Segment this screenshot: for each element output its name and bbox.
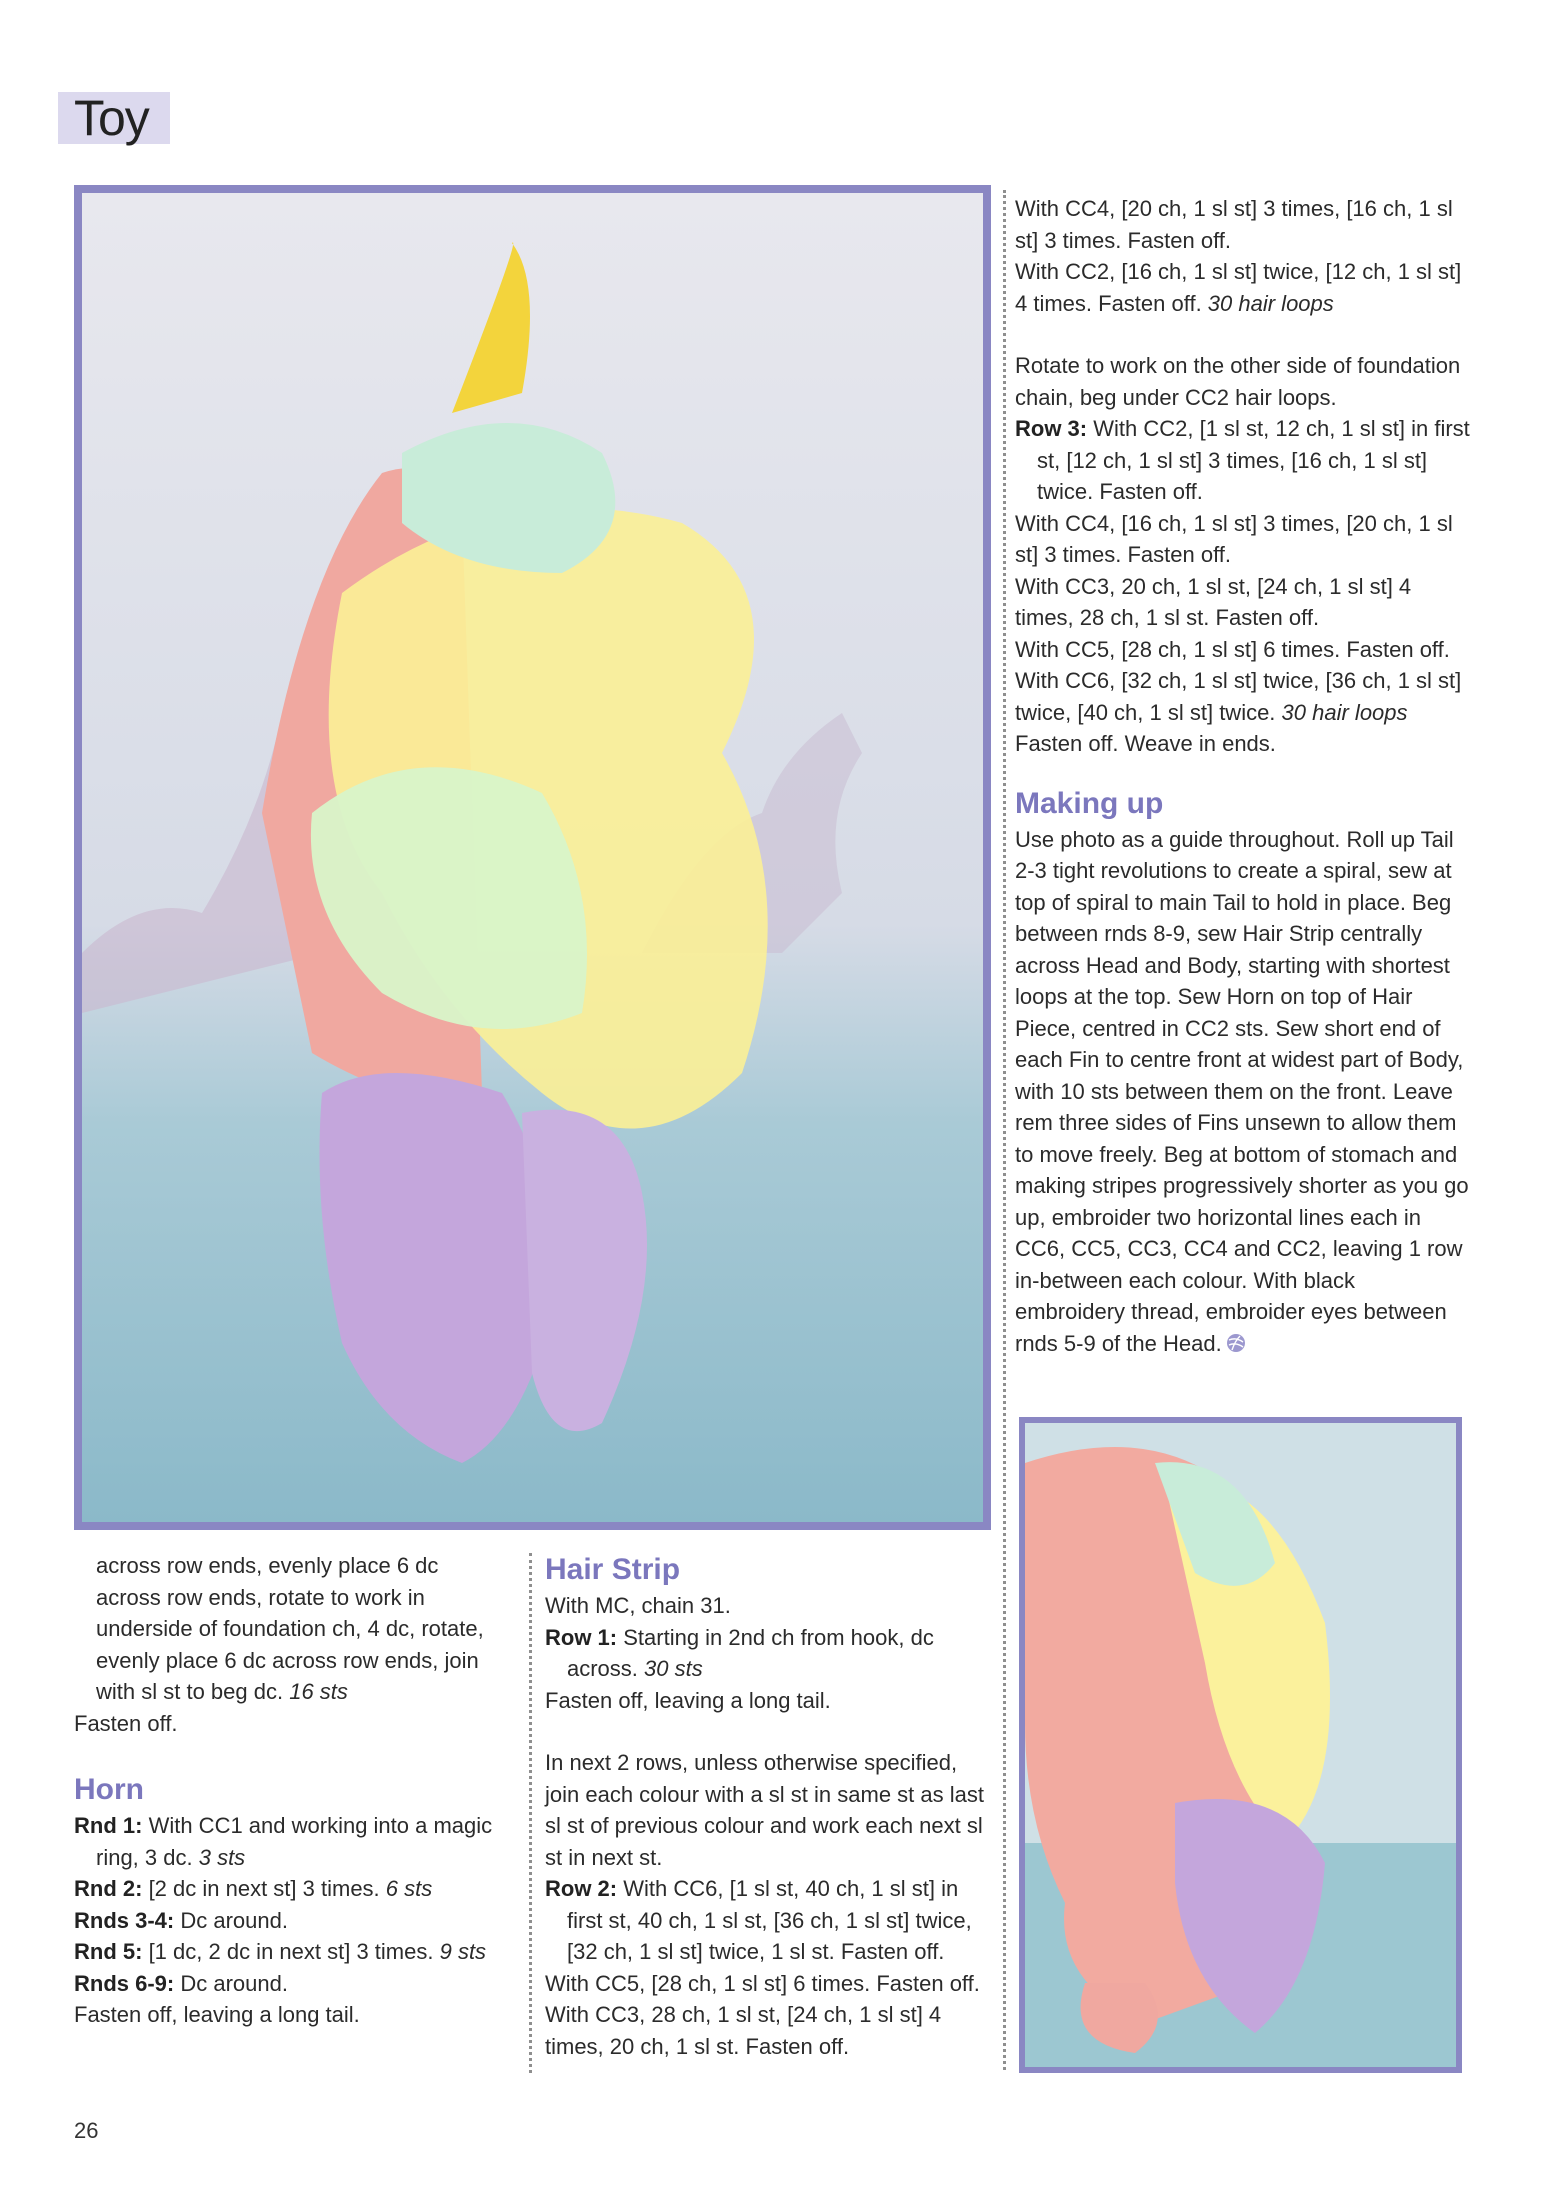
column-divider [1003,190,1006,2070]
horn-row: Rnds 6-9: Dc around. [74,1970,288,1996]
body-line: underside of foundation ch, 4 dc, rotate, [96,1616,484,1641]
hair-strip-row: Row 2: With CC6, [1 sl st, 40 ch, 1 sl st] in first st, 40 ch, 1 sl st, [36 ch, 1 sl st] twice, [32 ch, 1 sl st] twice, 1 sl st. Fasten off. [545,1876,972,1964]
making-up-heading: Making up [1015,786,1164,820]
hair-strip-heading: Hair Strip [545,1553,681,1586]
stitch-count: 16 sts [289,1679,348,1704]
hair-line: Rotate to work on the other side of foundation chain, beg under CC2 hair loops. [1015,353,1461,410]
yarn-ball-icon [1226,1333,1246,1353]
horn-heading: Horn [74,1773,144,1806]
hair-line: With CC4, [16 ch, 1 sl st] 3 times, [20 ch, 1 sl st] 3 times. Fasten off. [1015,510,1453,567]
making-up-text: Use photo as a guide throughout. Roll up Tail 2-3 tight revolutions to create a spiral, sew at top of spiral to main Tail to hold in place. Beg between rnds 8-9, sew Hair Strip centrally across Head and Body, starting with shortest loops at the top. Sew Horn on top of Hair Piece, centred in CC2 sts. Sew short end of each Fin to centre front at widest part of Body, with 10 sts between them on the front. Leave rem three sides of Fins unsewn to allow them to move freely. Beg at bottom of stomach and making stripes progressively shorter as you go up, embroider two horizontal lines each in CC6, CC5, CC3, CC4 and CC2, leaving 1 row in-between each colour. With black embroidery thread, embroider eyes between rnds 5-9 of the Head. [1015,826,1469,1356]
section-tag [58,92,170,144]
hair-strip-row-end: Fasten off, leaving a long tail. [545,1687,831,1713]
body-line: across row ends, evenly place 6 dc [96,1553,439,1578]
main-photo [74,185,991,1530]
seahorse-detail-image [1025,1423,1456,2067]
hair-line: With CC4, [20 ch, 1 sl st] 3 times, [16 ch, 1 sl st] 3 times. Fasten off. [1015,196,1453,253]
horn-row: Rnds 3-4: Dc around. [74,1907,288,1933]
body-line: with sl st to beg dc. 16 sts [96,1679,348,1704]
hair-line: With CC6, [32 ch, 1 sl st] twice, [36 ch, 1 sl st] twice, [40 ch, 1 sl st] twice. 30 hair loops [1015,668,1462,725]
hair-strip-start: With MC, chain 31. [545,1593,731,1618]
detail-photo [1019,1417,1462,2073]
hair-line: With CC5, [28 ch, 1 sl st] 6 times. Fasten off. [1015,636,1450,662]
hair-strip-row: Row 1: Starting in 2nd ch from hook, dc across. 30 sts [545,1624,934,1681]
section-tag-label: Toy [74,90,149,146]
column-left [74,1550,514,2031]
page-number: 26 [74,2118,99,2143]
horn-row: Rnd 5: [1 dc, 2 dc in next st] 3 times. 9 sts [74,1939,487,1964]
hair-strip-note: In next 2 rows, unless otherwise specified, join each colour with a sl st in same st as last sl st of previous colour and work each next sl st in next st. [545,1750,984,1870]
hair-line: With CC2, [16 ch, 1 sl st] twice, [12 ch, 1 sl st] 4 times. Fasten off. 30 hair loops [1015,259,1462,316]
horn-end: Fasten off, leaving a long tail. [74,2002,360,2027]
seahorse-photo-image [82,193,983,1522]
column-divider [529,1553,532,2073]
horn-row: Rnd 2: [2 dc in next st] 3 times. 6 sts [74,1876,433,1901]
hair-line: With CC3, 20 ch, 1 sl st, [24 ch, 1 sl st] 4 times, 28 ch, 1 sl st. Fasten off. [1015,573,1412,630]
fasten-off-text: Fasten off. [74,1710,178,1736]
column-middle [545,1550,995,2062]
body-line: across row ends, rotate to work in [96,1584,425,1610]
body-line: evenly place 6 dc across row ends, join [96,1647,479,1673]
hair-strip-line: With CC3, 28 ch, 1 sl st, [24 ch, 1 sl st] 4 times, 20 ch, 1 sl st. Fasten off. [545,2002,942,2059]
horn-row: Rnd 1: With CC1 and working into a magic ring, 3 dc. 3 sts [74,1813,493,1870]
hair-strip-line: With CC5, [28 ch, 1 sl st] 6 times. Fasten off. [545,1970,980,1996]
column-right [1015,193,1470,1359]
hair-strip-row: Row 3: With CC2, [1 sl st, 12 ch, 1 sl st] in first st, [12 ch, 1 sl st] 3 times, [16 ch, 1 sl st] twice. Fasten off. [1015,416,1470,504]
hair-line: Fasten off. Weave in ends. [1015,731,1276,756]
